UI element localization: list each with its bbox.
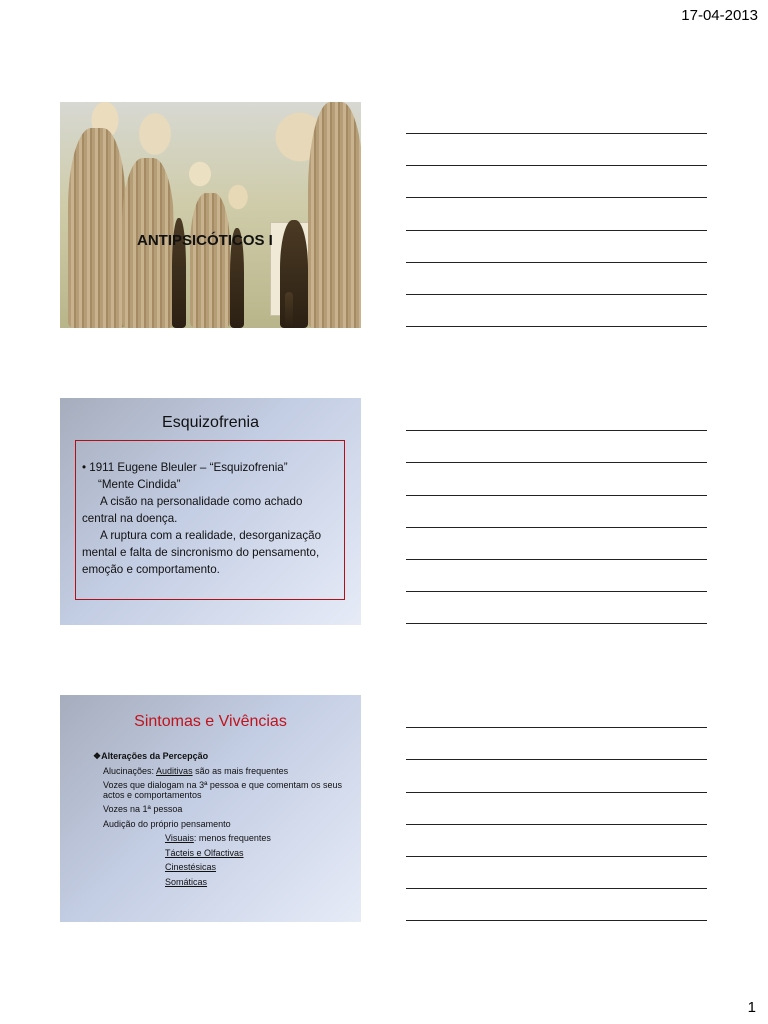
somaticas-line: Somáticas (165, 876, 208, 887)
cinestesicas-line: Cinestésicas (165, 862, 217, 872)
content-box (75, 440, 345, 600)
slide-title (60, 102, 361, 328)
slide-title-text: ANTIPSICÓTICOS I (137, 232, 273, 249)
slide-heading: Sintomas e Vivências (134, 713, 287, 730)
page-number: 1 (747, 999, 756, 1016)
slide-sintomas (60, 695, 361, 922)
header-date: 17-04-2013 (681, 7, 758, 24)
quote-text: “Mente Cindida” (98, 478, 181, 491)
slide-content (93, 749, 343, 889)
bullet-text: • 1911 Eugene Bleuler – “Esquizofrenia” (82, 461, 288, 474)
visuais-line: Visuais: menos frequentes (165, 833, 271, 843)
slide-heading: Esquizofrenia (162, 414, 259, 431)
paragraph-2: A ruptura com a realidade, desorganização mental e falta de sincronismo do pensamento, emoção e comportamento. (82, 529, 322, 576)
alucinacoes-line: Alucinações: Auditivas são as mais frequentes (103, 765, 289, 776)
vozes-dialogam-line: Vozes que dialogam na 3ª pessoa e que comentam os seus actos e comportamentos (103, 780, 342, 800)
audicao-line: Audição do próprio pensamento (103, 818, 231, 829)
auditivas-link: Auditivas (156, 765, 193, 776)
slide-esquizofrenia (60, 398, 361, 625)
tacteis-line: Tácteis e Olfactivas (165, 847, 244, 858)
paragraph-1: A cisão na personalidade como achado central na doença. (82, 495, 303, 525)
vozes-primeira-line: Vozes na 1ª pessoa (103, 804, 183, 814)
subheading: ❖Alterações da Percepção (93, 751, 209, 761)
